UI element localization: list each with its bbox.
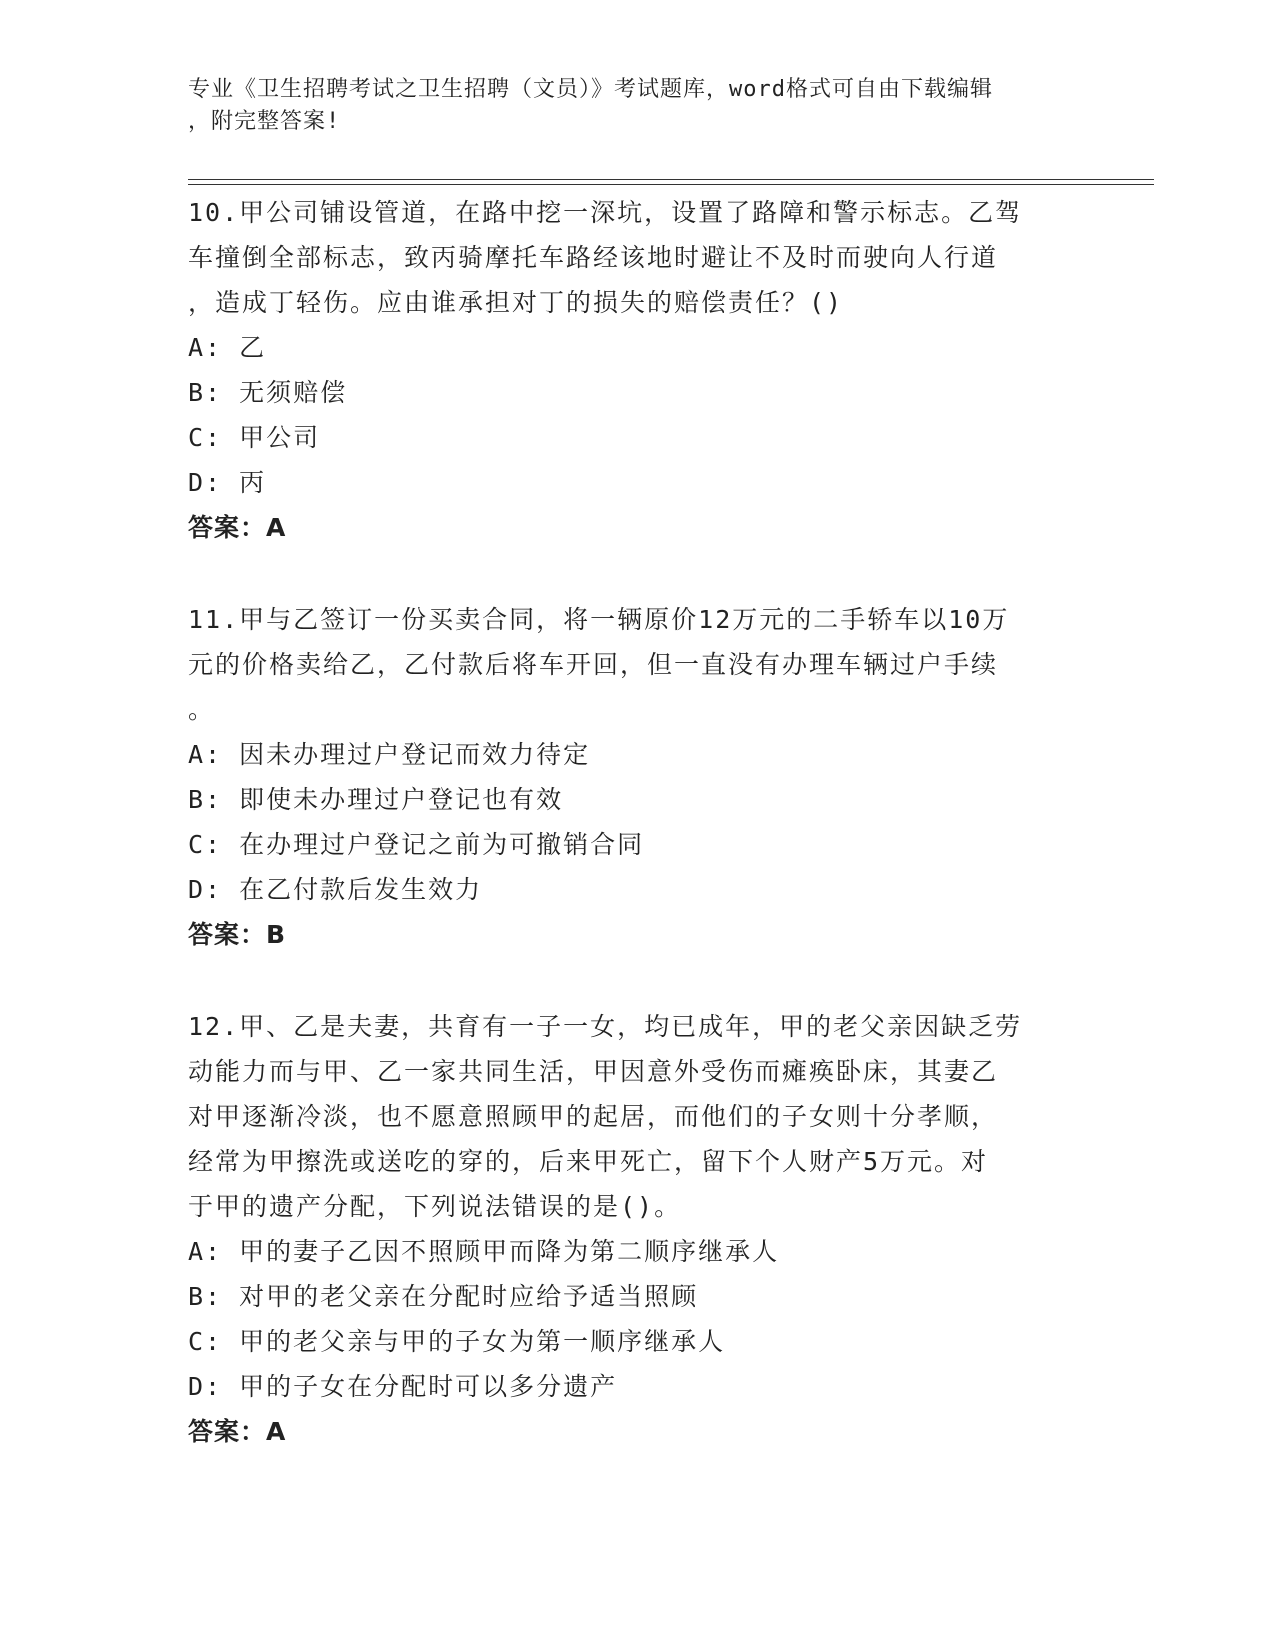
question-text-line: 动能力而与甲、乙一家共同生活，甲因意外受伤而瘫痪卧床，其妻乙	[188, 1057, 999, 1086]
option-c: C: 在办理过户登记之前为可撤销合同	[188, 830, 645, 859]
option-a: A: 甲的妻子乙因不照顾甲而降为第二顺序继承人	[188, 1237, 780, 1266]
header-divider-bottom	[188, 184, 1154, 185]
question-text-line: 11.甲与乙签订一份买卖合同，将一辆原价12万元的二手轿车以10万	[188, 605, 1010, 634]
question-text-line: 经常为甲擦洗或送吃的穿的，后来甲死亡，留下个人财产5万元。对	[188, 1147, 989, 1176]
header-line-1: 专业《卫生招聘考试之卫生招聘（文员）》考试题库，word格式可自由下载编辑	[188, 77, 993, 102]
option-c: C: 甲的老父亲与甲的子女为第一顺序继承人	[188, 1327, 726, 1356]
option-d: D: 在乙付款后发生效力	[188, 875, 483, 904]
option-b: B: 即使未办理过户登记也有效	[188, 785, 564, 814]
question-spacer	[188, 957, 1088, 1004]
option-c: C: 甲公司	[188, 423, 321, 452]
question-text-line: 12.甲、乙是夫妻，共育有一子一女，均已成年，甲的老父亲因缺乏劳	[188, 1012, 1023, 1041]
header-line-2: ，附完整答案!	[188, 109, 341, 134]
answer: 答案：A	[188, 1417, 287, 1446]
option-d: D: 丙	[188, 468, 267, 497]
question-10	[188, 190, 1088, 550]
answer: 答案：B	[188, 920, 287, 949]
question-text-line: 元的价格卖给乙，乙付款后将车开回，但一直没有办理车辆过户手续	[188, 650, 999, 679]
document-header	[188, 74, 1068, 138]
option-b: B: 无须赔偿	[188, 378, 348, 407]
question-spacer	[188, 550, 1088, 597]
question-text-line: 车撞倒全部标志，致丙骑摩托车路经该地时避让不及时而驶向人行道	[188, 243, 999, 272]
question-text-line: 于甲的遗产分配，下列说法错误的是()。	[188, 1192, 682, 1221]
answer: 答案：A	[188, 513, 287, 542]
question-12	[188, 1004, 1088, 1454]
question-text-line: ，造成丁轻伤。应由谁承担对丁的损失的赔偿责任？()	[188, 288, 844, 317]
question-list	[188, 190, 1088, 1454]
question-text-line: 10.甲公司铺设管道，在路中挖一深坑，设置了路障和警示标志。乙驾	[188, 198, 1023, 227]
option-a: A: 因未办理过户登记而效力待定	[188, 740, 591, 769]
question-text-line: 。	[188, 695, 216, 724]
option-a: A: 乙	[188, 333, 267, 362]
header-divider-top	[188, 179, 1154, 180]
option-d: D: 甲的子女在分配时可以多分遗产	[188, 1372, 618, 1401]
option-b: B: 对甲的老父亲在分配时应给予适当照顾	[188, 1282, 699, 1311]
question-text-line: 对甲逐渐冷淡，也不愿意照顾甲的起居，而他们的子女则十分孝顺，	[188, 1102, 999, 1131]
question-11	[188, 597, 1088, 957]
